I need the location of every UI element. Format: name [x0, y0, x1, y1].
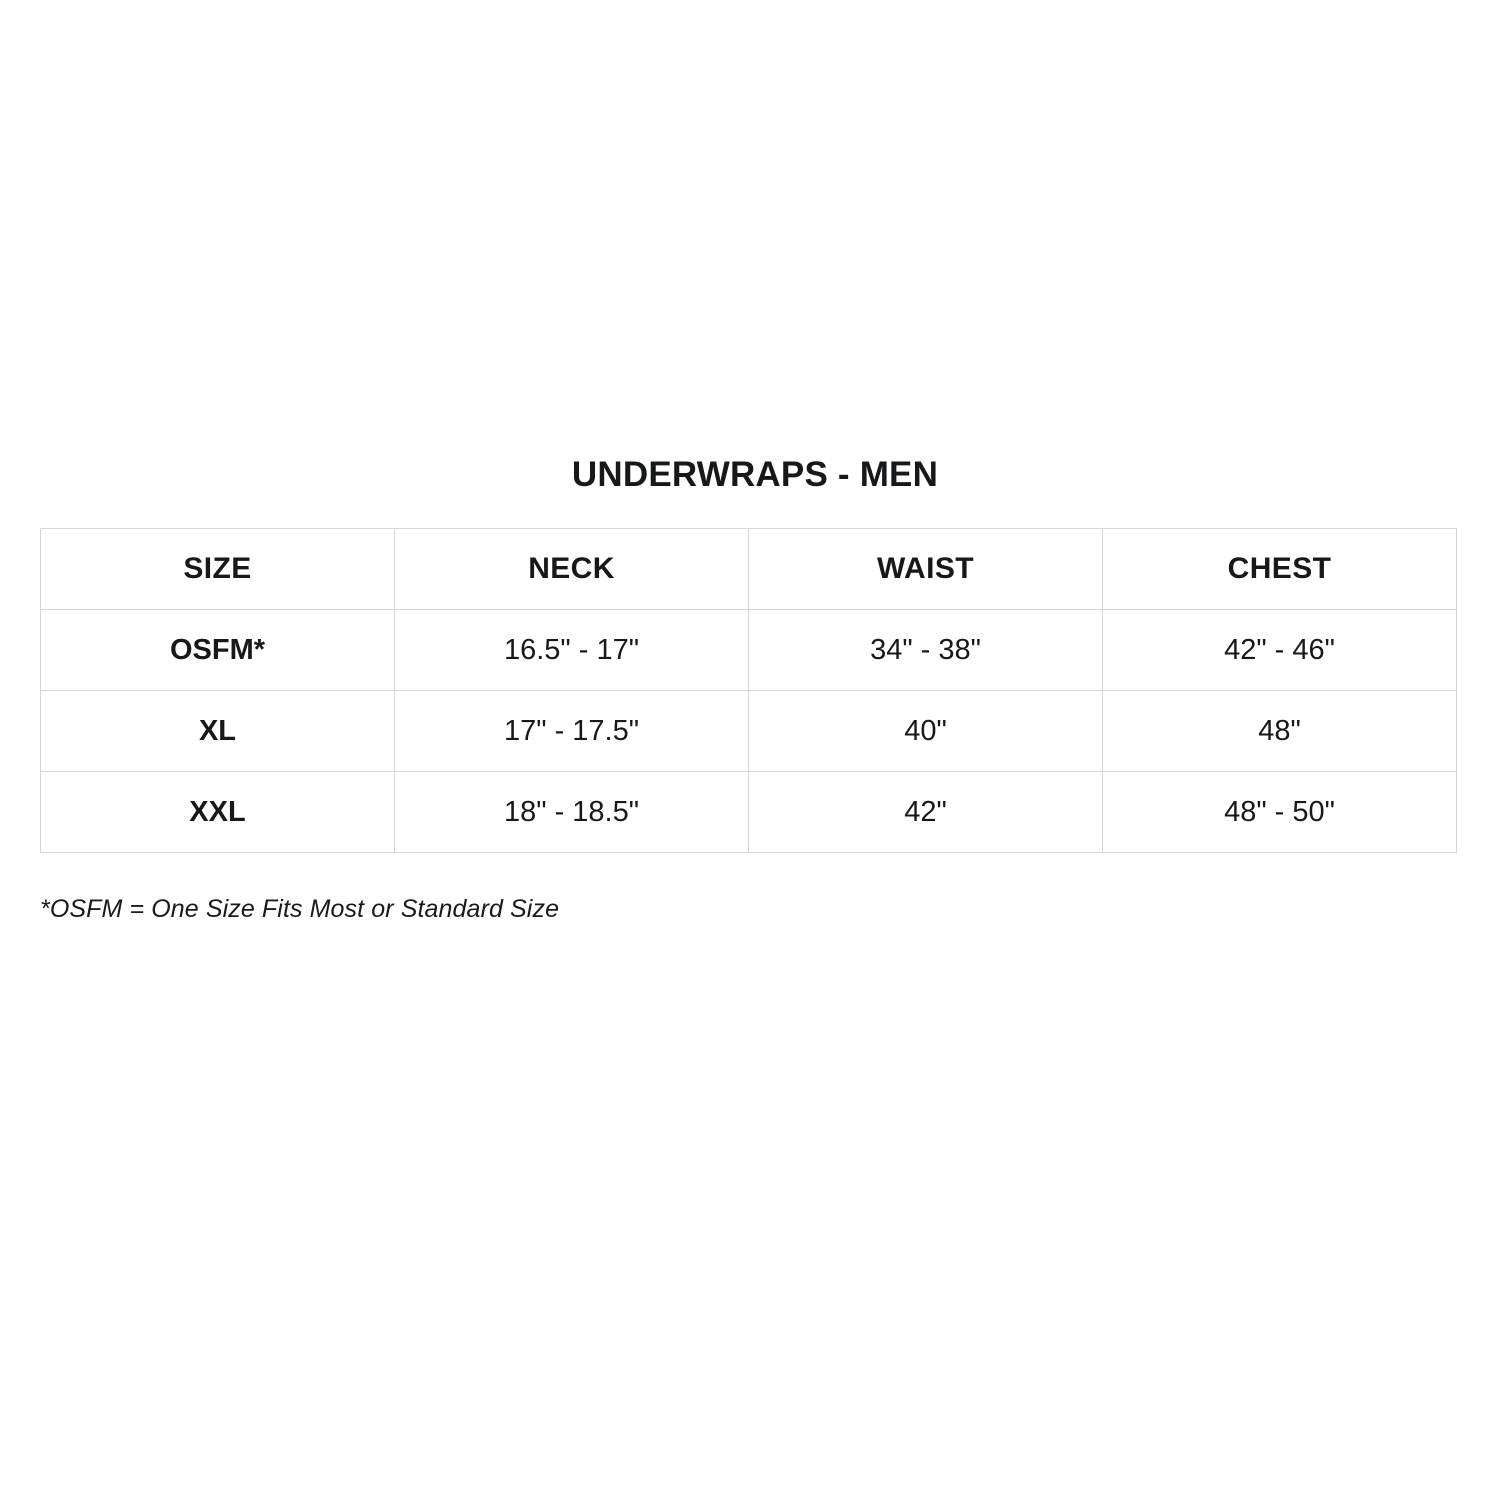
table-row: [41, 610, 1457, 691]
page-title: UNDERWRAPS - MEN: [571, 455, 939, 494]
cell-chest: 42" - 46": [1103, 610, 1457, 691]
cell-neck: 16.5" - 17": [395, 610, 749, 691]
column-header-size: SIZE: [41, 529, 395, 610]
cell-waist: 34" - 38": [749, 610, 1103, 691]
cell-size: OSFM*: [41, 610, 395, 691]
table-header-row: [41, 529, 1457, 610]
cell-size: XXL: [41, 772, 395, 853]
cell-chest: 48" - 50": [1103, 772, 1457, 853]
cell-waist: 40": [749, 691, 1103, 772]
size-chart-table: [40, 528, 1457, 853]
table-row: [41, 772, 1457, 853]
column-header-waist: WAIST: [749, 529, 1103, 610]
cell-size: XL: [41, 691, 395, 772]
table-header: [41, 529, 1457, 610]
table-body: [41, 610, 1457, 853]
column-header-chest: CHEST: [1103, 529, 1457, 610]
footnote-osfm: *OSFM = One Size Fits Most or Standard Size: [40, 895, 560, 923]
table-row: [41, 691, 1457, 772]
cell-neck: 18" - 18.5": [395, 772, 749, 853]
column-header-neck: NECK: [395, 529, 749, 610]
cell-chest: 48": [1103, 691, 1457, 772]
cell-waist: 42": [749, 772, 1103, 853]
cell-neck: 17" - 17.5": [395, 691, 749, 772]
size-chart-container: [40, 455, 1460, 924]
